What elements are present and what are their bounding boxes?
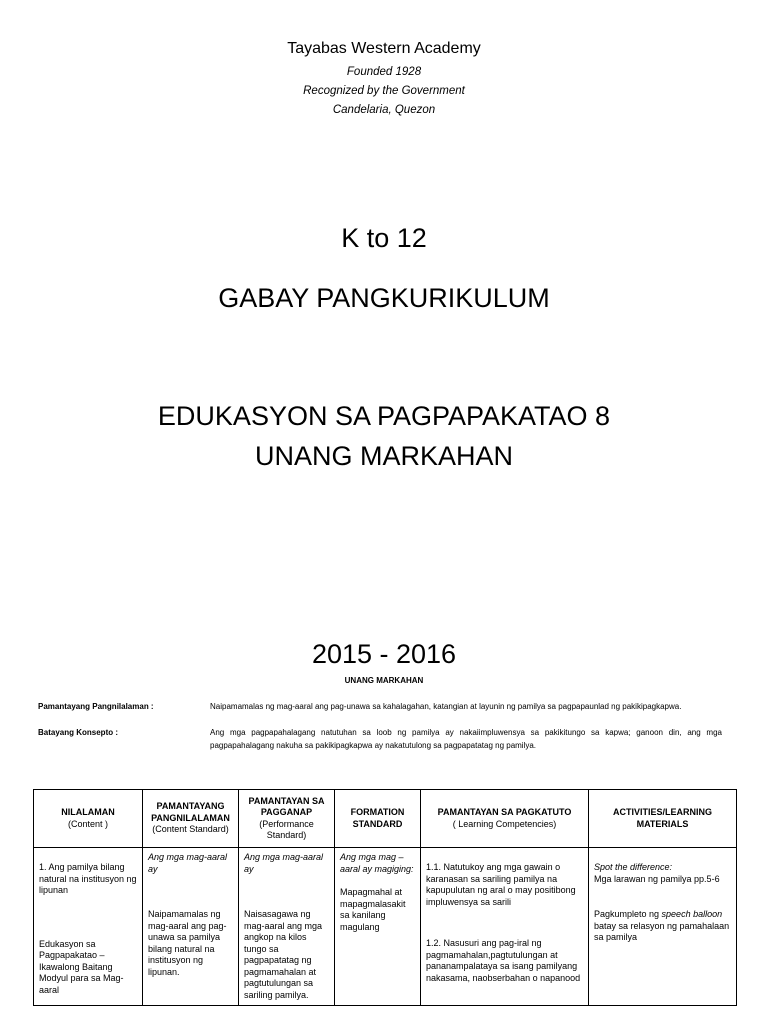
core-concept-text: Ang mga pagpapahalagang natutuhan sa loob ng pamilya ay nakaiimpluwensya sa pakikitungo sa kapwa; ganoon din, ang mga pagpapahalagang nakuha sa pakikipagkapwa ay nakatutulong sa pagpapatatag ng pamilya. xyxy=(210,728,722,750)
location-line: Candelaria, Quezon xyxy=(332,104,436,116)
quarter-subheading: UNANG MARKAHAN xyxy=(344,676,424,685)
k12-title: K to 12 xyxy=(341,223,427,253)
header-activities: ACTIVITIES/LEARNING MATERIALS xyxy=(589,790,737,848)
content-standard-label: Pamantayang Pangnilalaman : xyxy=(38,702,154,711)
quarter-title: UNANG MARKAHAN xyxy=(254,441,514,471)
cell-formation-standard: Ang mga mag – aaral ay magiging: Mapagmahal at mapagmalasakit sa kanilang magulang xyxy=(335,848,421,1006)
content-standard-text: Naipamamalas ng mag-aaral ang pag-unawa sa kahalagahan, katangian at layunin ng pamilya sa pagpapaunlad ng pakikipagkapwa. xyxy=(210,702,682,711)
core-concept-label: Batayang Konsepto : xyxy=(38,728,119,737)
table-header-row xyxy=(34,790,737,848)
table-row xyxy=(34,848,737,1006)
subject-title: EDUKASYON SA PAGPAPAKATAO 8 xyxy=(157,401,611,431)
speech-balloon-activity: Pagkumpleto ng speech balloon batay sa relasyon ng pamahalaan sa pamilya xyxy=(594,909,730,942)
cell-content-standard: Ang mga mag-aaral ay Naipamamalas ng mag-aaral ang pag-unawa sa pamilya bilang natural na institusyon ng lipunan. xyxy=(143,848,239,1006)
cell-performance-standard: Ang mga mag-aaral ay Naisasagawa ng mag-aaral ang mga angkop na kilos tungo sa pagpapatatag ng pagmamahalan at pagtutulungan sa sariling pamilya. xyxy=(239,848,335,1006)
header-content: NILALAMAN (Content ) xyxy=(34,790,143,848)
cell-learning-competencies: 1.1. Natutukoy ang mga gawain o karanasan sa sariling pamilya na kapupulutan ng aral o may positibong impluwensya sa sarili 1.2. Nasusuri ang pag-iral ng pagmamahalan,pagtutulungan at pananampalataya sa isang pamilyang nakasama, naobserbahan o napanood xyxy=(421,848,589,1006)
header-formation-standard: FORMATION STANDARD xyxy=(335,790,421,848)
curriculum-guide-title: GABAY PANGKURIKULUM xyxy=(218,283,550,313)
school-name: Tayabas Western Academy xyxy=(287,40,481,57)
curriculum-table xyxy=(33,789,737,1006)
recognized-line: Recognized by the Government xyxy=(303,85,465,97)
header-performance-standard: PAMANTAYAN SA PAGGANAP (Performance Standard) xyxy=(239,790,335,848)
founded-line: Founded 1928 xyxy=(346,66,422,78)
header-learning-competencies: PAMANTAYAN SA PAGKATUTO ( Learning Competencies) xyxy=(421,790,589,848)
cell-activities: Spot the difference: Mga larawan ng pamilya pp.5-6 Pagkumpleto ng speech balloon batay sa relasyon ng pamahalaan sa pamilya xyxy=(589,848,737,1006)
header-content-standard: PAMANTAYANG PANGNILALAMAN (Content Standard) xyxy=(143,790,239,848)
cell-content: 1. Ang pamilya bilang natural na institusyon ng lipunan Edukasyon sa Pagpapakatao – Ikawalong Baitang Modyul para sa Mag-aaral xyxy=(34,848,143,1006)
school-year: 2015 - 2016 xyxy=(311,639,457,669)
